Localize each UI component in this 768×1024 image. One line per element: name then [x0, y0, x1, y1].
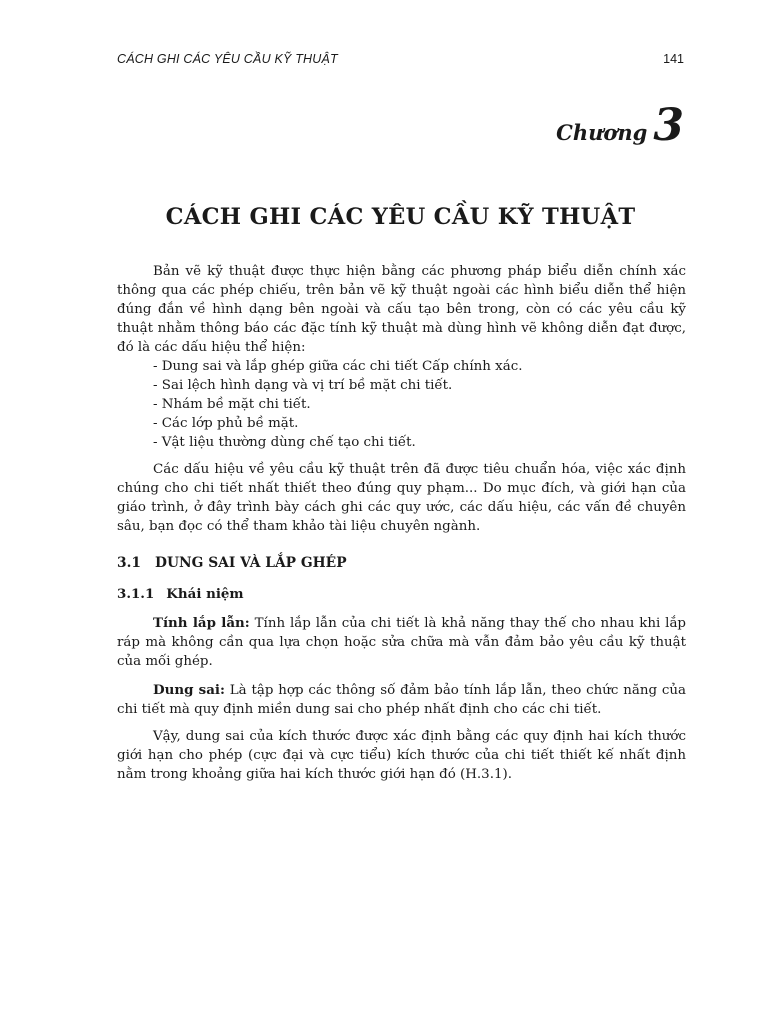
subsection-heading: [117, 585, 686, 604]
interchangeability-text: Tính lắp lẫn của chi tiết là khả năng thay thế cho nhau khi lắp ráp mà không cần qua lựa chọn hoặc sửa chữa mà vẫn đảm bảo yêu cầu kỹ thuật của mối ghép.: [117, 616, 686, 669]
list-item: - Nhám bề mặt chi tiết.: [153, 397, 311, 412]
section-number: 3.1: [117, 555, 142, 571]
chapter-label: [556, 100, 684, 151]
paragraph-limits: Vậy, dung sai của kích thước được xác định bằng các quy định hai kích thước giới hạn cho phép (cực đại và cực tiểu) kích thước của chi tiết thiết kế nhất định nằm trong khoảng giữa hai kích thước giới hạn đó (H.3.1).: [117, 729, 686, 782]
paragraph-standards: Các dấu hiệu về yêu cầu kỹ thuật trên đã được tiêu chuẩn hóa, việc xác định chúng cho chi tiết nhất thiết theo đúng quy phạm... Do mục đích, và giới hạn của giáo trình, ở đây trình bày cách ghi các quy ước, các dấu hiệu, các vấn đề chuyên sâu, bạn đọc có thể tham khảo tài liệu chuyên ngành.: [117, 462, 686, 534]
term-tolerance: Dung sai:: [153, 682, 225, 698]
intro-paragraph: Bản vẽ kỹ thuật được thực hiện bằng các phương pháp biểu diễn chính xác thông qua các phép chiếu, trên bản vẽ kỹ thuật ngoài các hình biểu diễn thể hiện đúng đắn về hình dạng bên ngoài và cấu tạo bên trong, còn có các yêu cầu kỹ thuật nhằm thông báo các đặc tính kỹ thuật mà dùng hình vẽ không diễn đạt được, đó là các dấu hiệu thể hiện:: [117, 264, 686, 355]
subsection-title: Khái niệm: [166, 586, 244, 602]
running-title: CÁCH GHI CÁC YÊU CẦU KỸ THUẬT: [117, 52, 338, 66]
chapter-title: CÁCH GHI CÁC YÊU CẦU KỸ THUẬT: [165, 204, 636, 230]
section-heading: [117, 554, 686, 573]
paragraph-interchangeability: [117, 614, 686, 671]
page-body: [117, 262, 686, 784]
subsection-number: 3.1.1: [117, 586, 155, 602]
running-header: [117, 52, 684, 66]
page-number: 141: [663, 52, 684, 66]
chapter-word: Chương: [556, 120, 648, 145]
list-item: - Dung sai và lắp ghép giữa các chi tiết Cấp chính xác.: [153, 359, 523, 374]
list-item: - Các lớp phủ bề mặt.: [153, 416, 299, 431]
paragraph-tolerance: [117, 681, 686, 719]
term-interchangeability: Tính lắp lẫn:: [153, 615, 250, 631]
list-item: - Sai lệch hình dạng và vị trí bề mặt chi tiết.: [153, 378, 453, 393]
list-item: - Vật liệu thường dùng chế tạo chi tiết.: [153, 435, 416, 450]
section-title: DUNG SAI VÀ LẮP GHÉP: [155, 555, 347, 571]
chapter-number: 3: [653, 100, 684, 151]
tolerance-text: Là tập hợp các thông số đảm bảo tính lắp lẫn, theo chức năng của chi tiết mà quy định miền dung sai cho phép nhất định cho các chi tiết.: [117, 683, 686, 717]
